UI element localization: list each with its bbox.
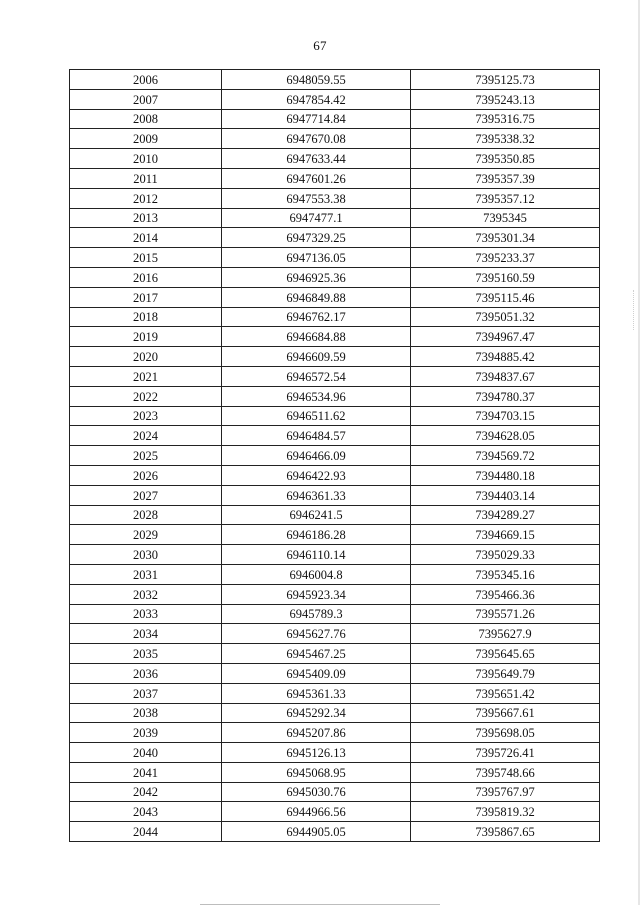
x-coordinate-cell: 6944966.56: [222, 802, 411, 822]
y-coordinate-cell: 7395125.73: [411, 70, 600, 90]
table-row: [70, 584, 600, 604]
point-number-cell: 2015: [70, 248, 222, 268]
y-coordinate-cell: 7395645.65: [411, 644, 600, 664]
x-coordinate-cell: 6945627.76: [222, 624, 411, 644]
y-coordinate-cell: 7395357.12: [411, 188, 600, 208]
x-coordinate-cell: 6946186.28: [222, 525, 411, 545]
table-row: [70, 505, 600, 525]
point-number-cell: 2033: [70, 604, 222, 624]
coordinates-table-body: [70, 70, 600, 842]
point-number-cell: 2030: [70, 545, 222, 565]
y-coordinate-cell: 7394837.67: [411, 366, 600, 386]
point-number-cell: 2038: [70, 703, 222, 723]
point-number-cell: 2029: [70, 525, 222, 545]
x-coordinate-cell: 6946572.54: [222, 366, 411, 386]
y-coordinate-cell: 7395029.33: [411, 545, 600, 565]
point-number-cell: 2007: [70, 89, 222, 109]
x-coordinate-cell: 6946925.36: [222, 267, 411, 287]
point-number-cell: 2013: [70, 208, 222, 228]
table-row: [70, 89, 600, 109]
y-coordinate-cell: 7394885.42: [411, 347, 600, 367]
x-coordinate-cell: 6945068.95: [222, 762, 411, 782]
x-coordinate-cell: 6945126.13: [222, 743, 411, 763]
y-coordinate-cell: 7395160.59: [411, 267, 600, 287]
point-number-cell: 2031: [70, 564, 222, 584]
point-number-cell: 2011: [70, 168, 222, 188]
y-coordinate-cell: 7395748.66: [411, 762, 600, 782]
point-number-cell: 2016: [70, 267, 222, 287]
y-coordinate-cell: 7395767.97: [411, 782, 600, 802]
point-number-cell: 2020: [70, 347, 222, 367]
table-row: [70, 70, 600, 90]
x-coordinate-cell: 6945361.33: [222, 683, 411, 703]
x-coordinate-cell: 6947633.44: [222, 149, 411, 169]
y-coordinate-cell: 7395726.41: [411, 743, 600, 763]
y-coordinate-cell: 7395301.34: [411, 228, 600, 248]
point-number-cell: 2008: [70, 109, 222, 129]
point-number-cell: 2018: [70, 307, 222, 327]
x-coordinate-cell: 6947553.38: [222, 188, 411, 208]
y-coordinate-cell: 7395571.26: [411, 604, 600, 624]
x-coordinate-cell: 6946484.57: [222, 426, 411, 446]
y-coordinate-cell: 7394780.37: [411, 386, 600, 406]
y-coordinate-cell: 7395698.05: [411, 723, 600, 743]
x-coordinate-cell: 6946684.88: [222, 327, 411, 347]
point-number-cell: 2043: [70, 802, 222, 822]
point-number-cell: 2023: [70, 406, 222, 426]
point-number-cell: 2044: [70, 822, 222, 842]
y-coordinate-cell: 7394289.27: [411, 505, 600, 525]
y-coordinate-cell: 7395338.32: [411, 129, 600, 149]
coordinates-table-container: [69, 69, 599, 842]
x-coordinate-cell: 6946609.59: [222, 347, 411, 367]
y-coordinate-cell: 7395667.61: [411, 703, 600, 723]
scan-artifact: [632, 290, 634, 330]
y-coordinate-cell: 7394480.18: [411, 465, 600, 485]
table-row: [70, 248, 600, 268]
x-coordinate-cell: 6946849.88: [222, 287, 411, 307]
point-number-cell: 2027: [70, 485, 222, 505]
y-coordinate-cell: 7394703.15: [411, 406, 600, 426]
x-coordinate-cell: 6945467.25: [222, 644, 411, 664]
x-coordinate-cell: 6946762.17: [222, 307, 411, 327]
point-number-cell: 2036: [70, 663, 222, 683]
table-row: [70, 485, 600, 505]
point-number-cell: 2037: [70, 683, 222, 703]
x-coordinate-cell: 6947601.26: [222, 168, 411, 188]
point-number-cell: 2021: [70, 366, 222, 386]
table-row: [70, 208, 600, 228]
point-number-cell: 2025: [70, 446, 222, 466]
point-number-cell: 2006: [70, 70, 222, 90]
point-number-cell: 2040: [70, 743, 222, 763]
table-row: [70, 168, 600, 188]
y-coordinate-cell: 7395345: [411, 208, 600, 228]
x-coordinate-cell: 6946004.8: [222, 564, 411, 584]
x-coordinate-cell: 6947670.08: [222, 129, 411, 149]
table-row: [70, 327, 600, 347]
table-row: [70, 683, 600, 703]
table-row: [70, 644, 600, 664]
table-row: [70, 149, 600, 169]
table-row: [70, 188, 600, 208]
point-number-cell: 2010: [70, 149, 222, 169]
y-coordinate-cell: 7395233.37: [411, 248, 600, 268]
table-row: [70, 267, 600, 287]
table-row: [70, 822, 600, 842]
y-coordinate-cell: 7395649.79: [411, 663, 600, 683]
point-number-cell: 2032: [70, 584, 222, 604]
x-coordinate-cell: 6945789.3: [222, 604, 411, 624]
x-coordinate-cell: 6946361.33: [222, 485, 411, 505]
y-coordinate-cell: 7395243.13: [411, 89, 600, 109]
point-number-cell: 2024: [70, 426, 222, 446]
table-row: [70, 347, 600, 367]
x-coordinate-cell: 6945207.86: [222, 723, 411, 743]
y-coordinate-cell: 7394628.05: [411, 426, 600, 446]
y-coordinate-cell: 7395466.36: [411, 584, 600, 604]
table-row: [70, 762, 600, 782]
table-row: [70, 802, 600, 822]
y-coordinate-cell: 7394967.47: [411, 327, 600, 347]
x-coordinate-cell: 6947136.05: [222, 248, 411, 268]
y-coordinate-cell: 7395051.32: [411, 307, 600, 327]
y-coordinate-cell: 7395627.9: [411, 624, 600, 644]
x-coordinate-cell: 6946511.62: [222, 406, 411, 426]
x-coordinate-cell: 6948059.55: [222, 70, 411, 90]
table-row: [70, 703, 600, 723]
point-number-cell: 2026: [70, 465, 222, 485]
table-row: [70, 129, 600, 149]
table-row: [70, 287, 600, 307]
x-coordinate-cell: 6947854.42: [222, 89, 411, 109]
point-number-cell: 2035: [70, 644, 222, 664]
y-coordinate-cell: 7395350.85: [411, 149, 600, 169]
x-coordinate-cell: 6945923.34: [222, 584, 411, 604]
table-row: [70, 564, 600, 584]
x-coordinate-cell: 6945030.76: [222, 782, 411, 802]
x-coordinate-cell: 6947714.84: [222, 109, 411, 129]
point-number-cell: 2039: [70, 723, 222, 743]
table-row: [70, 307, 600, 327]
coordinates-table: [69, 69, 600, 842]
point-number-cell: 2034: [70, 624, 222, 644]
page-number: 67: [313, 38, 327, 53]
table-row: [70, 545, 600, 565]
point-number-cell: 2009: [70, 129, 222, 149]
table-row: [70, 465, 600, 485]
point-number-cell: 2014: [70, 228, 222, 248]
x-coordinate-cell: 6946466.09: [222, 446, 411, 466]
table-row: [70, 426, 600, 446]
y-coordinate-cell: 7394569.72: [411, 446, 600, 466]
table-row: [70, 782, 600, 802]
table-row: [70, 446, 600, 466]
y-coordinate-cell: 7395316.75: [411, 109, 600, 129]
table-row: [70, 604, 600, 624]
y-coordinate-cell: 7395819.32: [411, 802, 600, 822]
y-coordinate-cell: 7395115.46: [411, 287, 600, 307]
y-coordinate-cell: 7395651.42: [411, 683, 600, 703]
table-row: [70, 624, 600, 644]
point-number-cell: 2042: [70, 782, 222, 802]
x-coordinate-cell: 6946241.5: [222, 505, 411, 525]
y-coordinate-cell: 7394403.14: [411, 485, 600, 505]
x-coordinate-cell: 6946534.96: [222, 386, 411, 406]
x-coordinate-cell: 6945409.09: [222, 663, 411, 683]
table-row: [70, 386, 600, 406]
table-row: [70, 525, 600, 545]
point-number-cell: 2022: [70, 386, 222, 406]
point-number-cell: 2017: [70, 287, 222, 307]
y-coordinate-cell: 7394669.15: [411, 525, 600, 545]
y-coordinate-cell: 7395345.16: [411, 564, 600, 584]
table-row: [70, 743, 600, 763]
x-coordinate-cell: 6947477.1: [222, 208, 411, 228]
table-row: [70, 366, 600, 386]
table-row: [70, 109, 600, 129]
table-row: [70, 723, 600, 743]
x-coordinate-cell: 6944905.05: [222, 822, 411, 842]
point-number-cell: 2028: [70, 505, 222, 525]
x-coordinate-cell: 6946422.93: [222, 465, 411, 485]
x-coordinate-cell: 6946110.14: [222, 545, 411, 565]
table-row: [70, 406, 600, 426]
y-coordinate-cell: 7395357.39: [411, 168, 600, 188]
y-coordinate-cell: 7395867.65: [411, 822, 600, 842]
x-coordinate-cell: 6945292.34: [222, 703, 411, 723]
table-row: [70, 663, 600, 683]
point-number-cell: 2012: [70, 188, 222, 208]
point-number-cell: 2019: [70, 327, 222, 347]
x-coordinate-cell: 6947329.25: [222, 228, 411, 248]
point-number-cell: 2041: [70, 762, 222, 782]
table-row: [70, 228, 600, 248]
